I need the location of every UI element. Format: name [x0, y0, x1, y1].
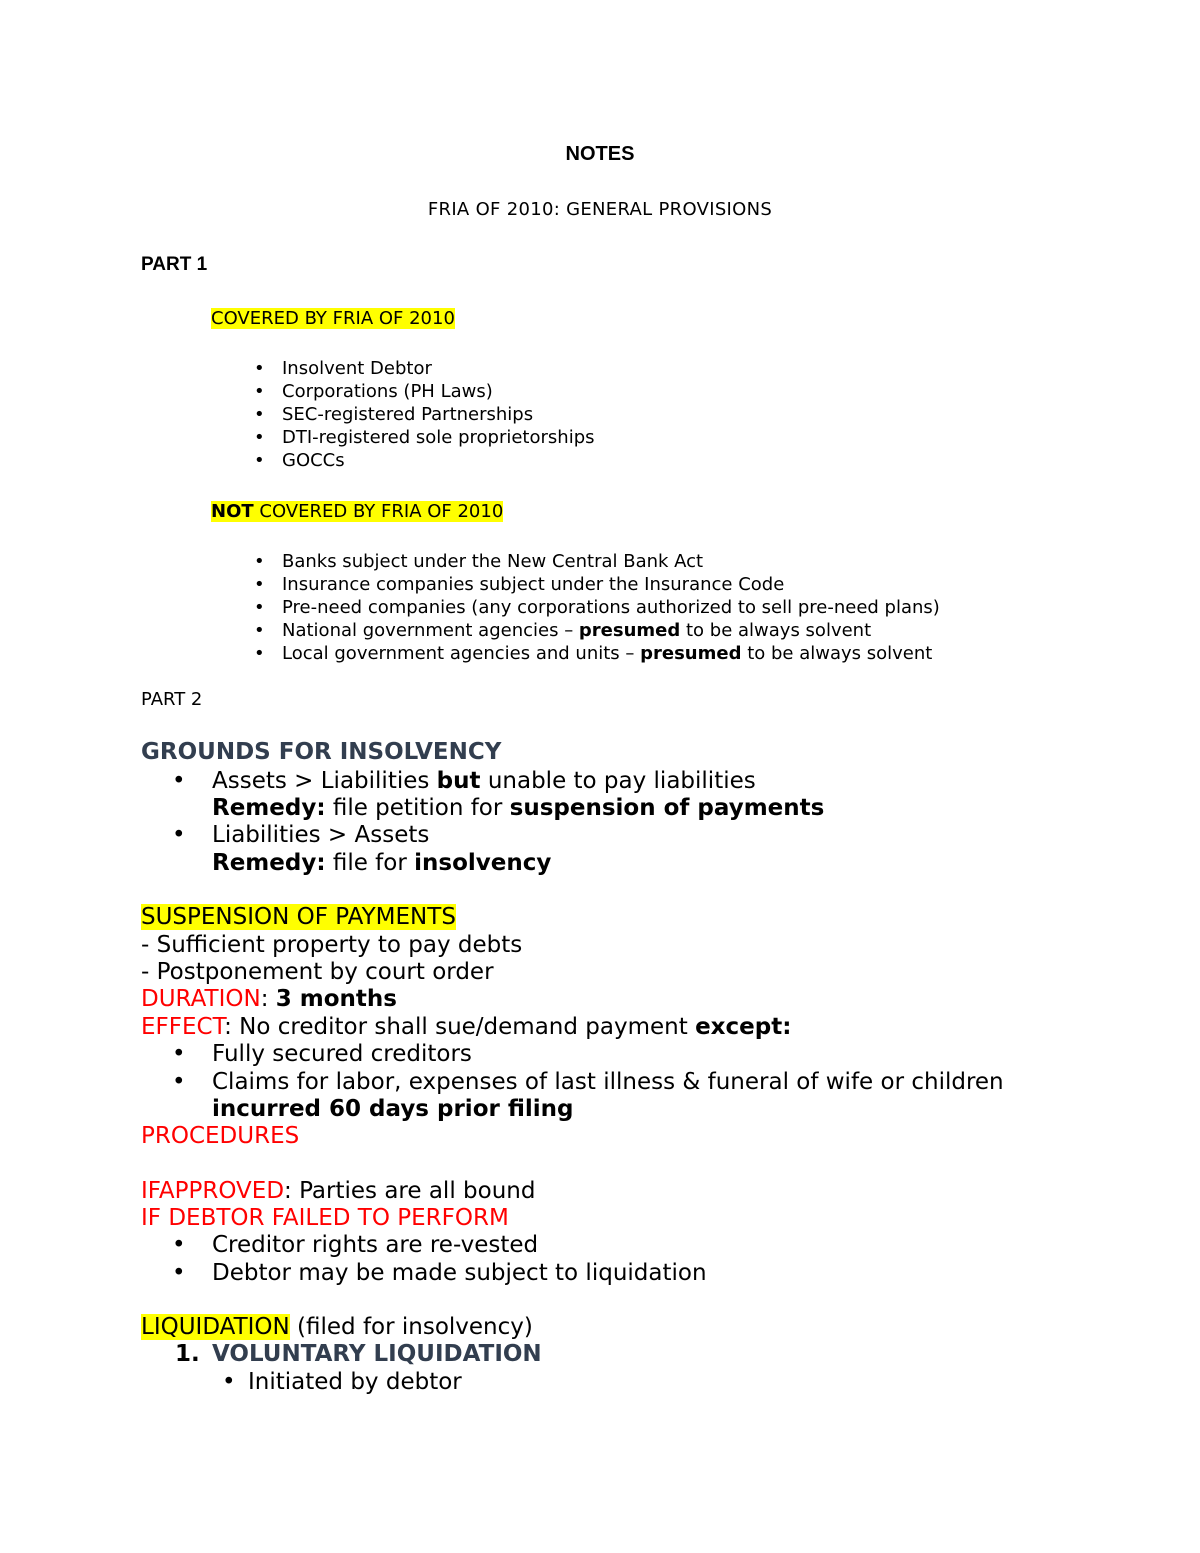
effect-line: EFFECT: No creditor shall sue/demand payment except: — [141, 1014, 792, 1040]
duration-line: DURATION: 3 months — [141, 986, 397, 1012]
sop-line: - Postponement by court order — [141, 959, 494, 985]
grounds-heading: GROUNDS FOR INSOLVENCY — [141, 739, 502, 765]
ground-item: Liabilities > Assets — [212, 822, 430, 848]
ground-item: Assets > Liabilities but unable to pay liabilities — [212, 768, 756, 794]
sop-line: - Sufficient property to pay debts — [141, 932, 523, 958]
exception-item: Fully secured creditors — [212, 1041, 472, 1067]
list-item: Banks subject under the New Central Bank Act — [282, 551, 704, 572]
document-subtitle: FRIA OF 2010: GENERAL PROVISIONS — [427, 199, 773, 220]
voluntary-heading: VOLUNTARY LIQUIDATION — [212, 1341, 542, 1367]
failed-item: Creditor rights are re-vested — [212, 1232, 539, 1258]
covered-heading: COVERED BY FRIA OF 2010 — [211, 308, 455, 329]
list-item: Corporations (PH Laws) — [282, 381, 493, 402]
approved-line: IFAPPROVED: Parties are all bound — [141, 1178, 536, 1204]
list-item: Pre-need companies (any corporations authorized to sell pre-need plans) — [282, 597, 940, 618]
exception-continuation: incurred 60 days prior filing — [212, 1096, 574, 1122]
document-title: NOTES — [565, 143, 635, 165]
remedy-line: Remedy: file petition for suspension of payments — [212, 795, 825, 821]
list-item: SEC-registered Partnerships — [282, 404, 534, 425]
list-item: Local government agencies and units – presumed to be always solvent — [282, 643, 933, 664]
part2-label: PART 2 — [141, 689, 203, 710]
list-item: DTI-registered sole proprietorships — [282, 427, 595, 448]
voluntary-number: 1. — [175, 1341, 200, 1367]
liquidation-heading: LIQUIDATION (filed for insolvency) — [141, 1314, 533, 1340]
failed-heading: IF DEBTOR FAILED TO PERFORM — [141, 1205, 509, 1231]
failed-item: Debtor may be made subject to liquidation — [212, 1260, 707, 1286]
remedy-line: Remedy: file for insolvency — [212, 850, 552, 876]
not-covered-heading: NOT COVERED BY FRIA OF 2010 — [211, 501, 504, 522]
procedures-heading: PROCEDURES — [141, 1123, 300, 1149]
list-item: Insolvent Debtor — [282, 358, 432, 379]
voluntary-item: Initiated by debtor — [248, 1369, 462, 1395]
list-item: National government agencies – presumed to be always solvent — [282, 620, 872, 641]
part1-label: PART 1 — [141, 254, 208, 275]
list-item: Insurance companies subject under the Insurance Code — [282, 574, 785, 595]
exception-item: Claims for labor, expenses of last illness & funeral of wife or children — [212, 1069, 1004, 1095]
sop-heading: SUSPENSION OF PAYMENTS — [141, 904, 456, 930]
list-item: GOCCs — [282, 450, 345, 471]
